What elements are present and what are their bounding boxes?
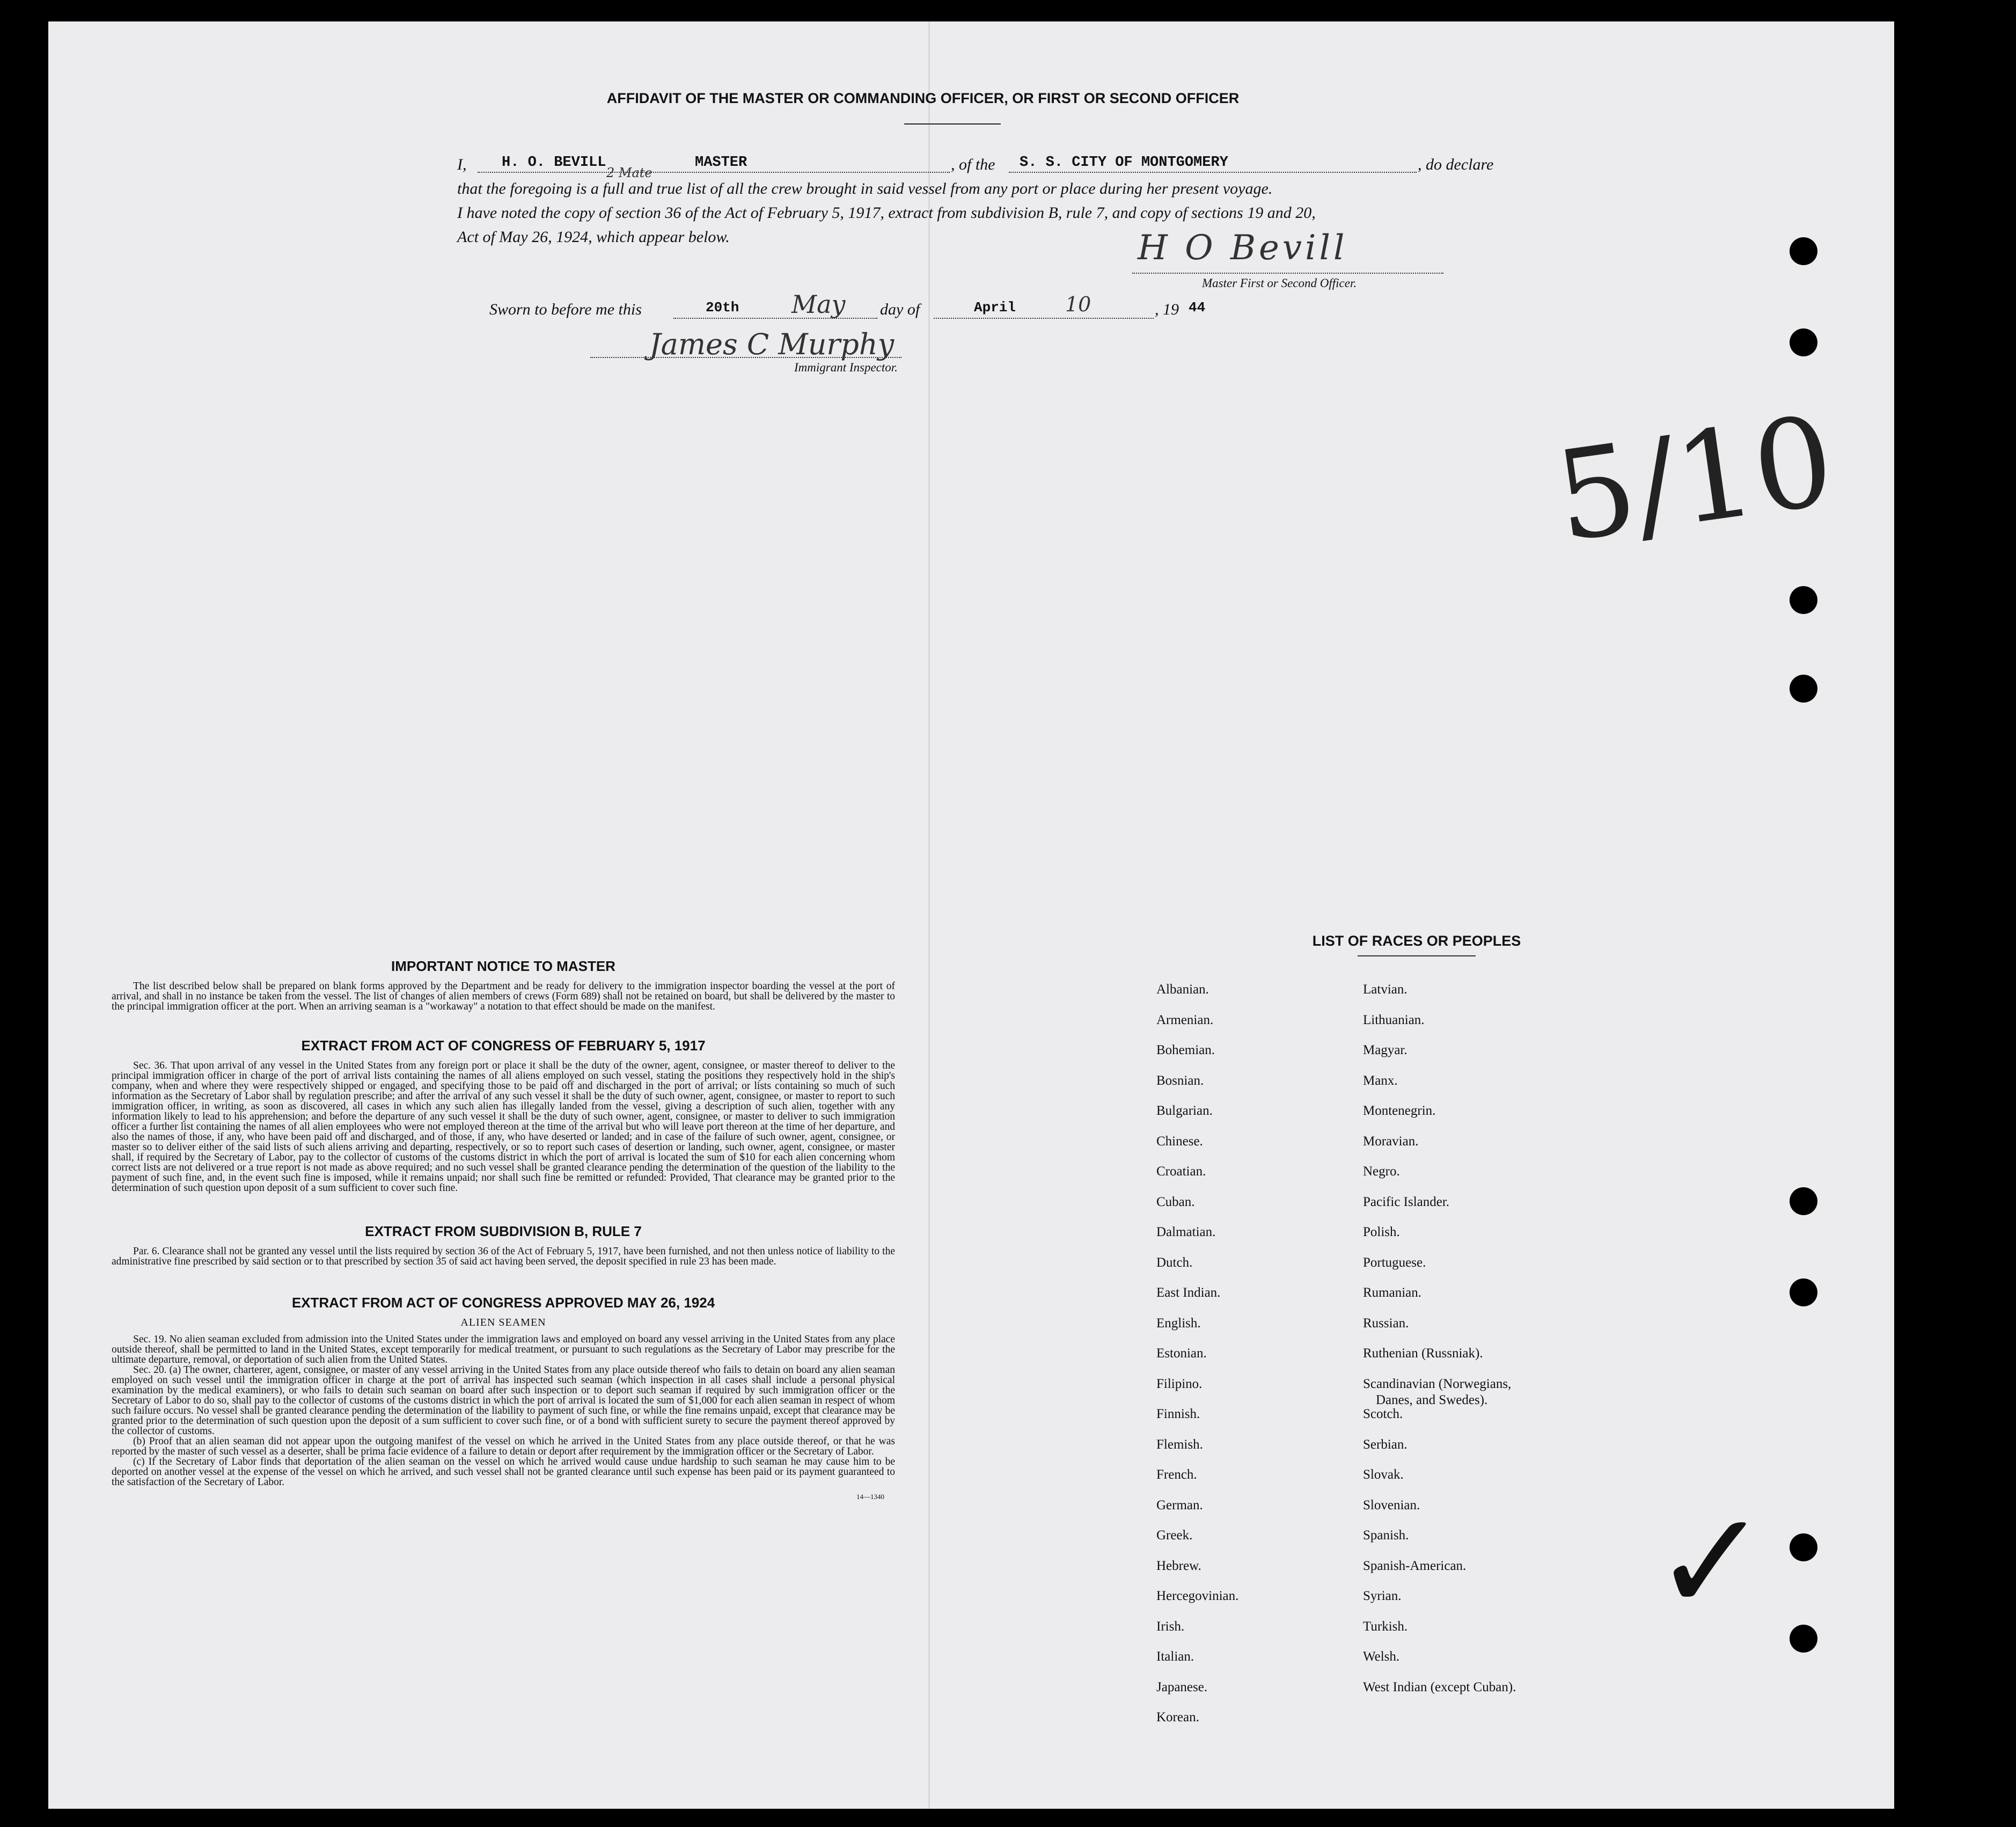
sworn-month: April [974, 299, 1016, 316]
day-of: day of [880, 301, 920, 318]
sworn-day: 20th [706, 299, 739, 316]
race-item: Hebrew. [1156, 1558, 1201, 1573]
race-item: Moravian. [1363, 1134, 1419, 1149]
race-item: Russian. [1363, 1316, 1409, 1331]
race-item: Rumanian. [1363, 1285, 1422, 1300]
sworn-month-hand: 10 [1065, 293, 1091, 316]
sec19-body: Sec. 19. No alien seaman excluded from admission into the United States under the immigration laws and employed on board any vessel arriving in the United States from any place outside thereof, shall be permitted to land in the United States, except temporarily for medical treatment, or pursuant to such regulations as the Secretary of Labor may prescribe for the ultimate departure, removal, or deportation of such alien from the United States. [112, 1334, 895, 1365]
inspector-line [590, 357, 901, 358]
sec20b-body: (b) Proof that an alien seaman did not appear upon the outgoing manifest of the vessel on which he arrived in the United States from any place outside thereof, or that he was reported by the master of such vessel as a deserter, shall be prima facie evidence of a failure to detain or deport after requirement by the immigration officer or the Secretary of Labor. [112, 1436, 895, 1457]
name-line [478, 172, 950, 173]
extract1924-title: EXTRACT FROM ACT OF CONGRESS APPROVED MAY 26, 1924 [291, 1295, 715, 1311]
sec20c-body: (c) If the Secretary of Labor finds that deportation of the alien seaman on the vessel on which he arrived would cause undue hardship to such seaman he may cause him to be deported on another vessel at the expense of the vessel on which he arrived, and such vessel shall not be granted clearance until such expense has been paid or its payment guaranteed to the satisfaction of the Secretary of Labor. [112, 1456, 895, 1488]
race-item: Turkish. [1363, 1619, 1408, 1634]
races-title-underline [1358, 955, 1476, 956]
race-item: Slovenian. [1363, 1497, 1420, 1512]
affidavit-line3: I have noted the copy of section 36 of the Act of February 5, 1917, extract from subdivision B, rule 7, and copy of sections 19 and 20, [457, 204, 1316, 222]
race-item: Polish. [1363, 1225, 1400, 1239]
race-item: Slovak. [1363, 1467, 1404, 1482]
notice-section [112, 958, 895, 1501]
race-item: Armenian. [1156, 1012, 1214, 1027]
race-item: English. [1156, 1316, 1201, 1331]
rank: MASTER [695, 155, 747, 171]
punch-hole [1790, 1625, 1817, 1653]
race-item: Cuban. [1156, 1194, 1195, 1209]
race-item: Pacific Islander. [1363, 1194, 1450, 1209]
race-item: Italian. [1156, 1649, 1194, 1664]
extract1924-subtitle: ALIEN SEAMEN [460, 1317, 546, 1328]
punch-hole [1790, 1187, 1817, 1215]
inspector-signature: James C Murphy [649, 327, 895, 361]
race-item: Filipino. [1156, 1376, 1203, 1391]
punch-hole [1790, 237, 1817, 265]
notice-title: IMPORTANT NOTICE TO MASTER [391, 958, 615, 974]
race-item: Serbian. [1363, 1437, 1407, 1452]
punch-hole [1790, 1278, 1817, 1306]
rule7-body: Par. 6. Clearance shall not be granted any vessel until the lists required by section 36 of the Act of February 5, 1917, have been furnished, and not then unless notice of liability to the administrative fine prescribed by said section or to that prescribed by section 35 of said act having been served, the deposit specified in rule 23 has been made. [112, 1246, 895, 1267]
signature-line [1132, 273, 1443, 274]
rank-hand-annotation: 2 Mate [606, 165, 653, 180]
rule7-title: EXTRACT FROM SUBDIVISION B, RULE 7 [365, 1223, 642, 1239]
race-item: West Indian (except Cuban). [1363, 1679, 1516, 1694]
sworn-day-line [673, 318, 877, 319]
race-item: French. [1156, 1467, 1197, 1482]
race-item: Bulgarian. [1156, 1103, 1213, 1118]
races-title: LIST OF RACES OR PEOPLES [1312, 933, 1521, 949]
race-item: Spanish-American. [1363, 1558, 1467, 1573]
sec20a-body: Sec. 20. (a) The owner, charterer, agent, consignee, or master of any vessel arriving in the United States from any place outside thereof who fails to detain on board any alien seaman employed on such vessel until the immigration officer in charge at the port of arrival has inspected such seaman (which inspection in all cases shall include a personal physical examination by the medical examiners), or who fails to detain such seaman on board after such inspection or to deport such seaman if required by such immigration officer or the Secretary of Labor to do so, shall pay to the collector of customs of the customs district in which the port of arrival is located the sum of $1,000 for each alien seaman in respect of whom such failure occurs. No vessel shall be granted clearance pending the determination of the liability to payment of such fine, or while the fine remains unpaid, except that clearance may be granted prior to the determination of such question upon the deposit of a sum sufficient to cover such fine, or of a bond with sufficient surety to secure the payment thereof approved by the collector of customs. [112, 1364, 895, 1437]
race-item: Greek. [1156, 1528, 1193, 1543]
race-item: Ruthenian (Russniak). [1363, 1346, 1483, 1361]
race-item: Syrian. [1363, 1589, 1402, 1603]
race-item: German. [1156, 1497, 1203, 1512]
master-signature: H O Bevill [1138, 228, 1348, 268]
master-name: H. O. BEVILL [502, 155, 606, 171]
race-item: Estonian. [1156, 1346, 1207, 1361]
do-declare: , do declare [1418, 156, 1494, 173]
form-number: 14—1340 [856, 1493, 884, 1501]
race-item: Scandinavian (Norwegians, [1363, 1376, 1512, 1391]
race-item: Scotch. [1363, 1407, 1403, 1421]
sworn-prefix: Sworn to before me this [489, 301, 642, 318]
race-item: Korean. [1156, 1710, 1199, 1724]
notice-body: The list described below shall be prepared on blank forms approved by the Department and be ready for delivery to the immigration inspector boarding the vessel at the port of arrival, and shall in no instance be taken from the vessel. The list of changes of alien members of crews (Form 689) shall not be retained on board, but shall be delivered by the master to the principal immigration officer at the port. When an arriving seaman is a "workaway" a notation to that effect should be made on the manifest. [112, 981, 895, 1012]
race-item: Danes, and Swedes). [1376, 1392, 1488, 1407]
extract1917-title: EXTRACT FROM ACT OF CONGRESS OF FEBRUARY 5, 1917 [301, 1037, 706, 1054]
punch-hole [1790, 328, 1817, 356]
inspector-caption: Immigrant Inspector. [794, 361, 898, 374]
race-item: Welsh. [1363, 1649, 1400, 1664]
race-item: Japanese. [1156, 1679, 1208, 1694]
race-item: Spanish. [1363, 1528, 1409, 1543]
affidavit-line4: Act of May 26, 1924, which appear below. [457, 228, 730, 246]
race-item: Lithuanian. [1363, 1012, 1425, 1027]
affidavit-line2: that the foregoing is a full and true list of all the crew brought in said vessel from any port or place during her present voyage. [457, 180, 1273, 198]
extract1917-body: Sec. 36. That upon arrival of any vessel in the United States from any foreign port or place it shall be the duty of the owner, agent, consignee, or master thereof to deliver to the principal immigration officer in charge of the port of arrival lists containing the names of all aliens employed on such vessel, stating the positions they respectively hold in the ship's company, when and where they were respectively shipped or engaged, and specifying those to be paid off and discharged in the port of arrival; or lists containing so much of such information as the Secretary of Labor shall by regulation prescribe; and after the arrival of any such vessel it shall be the duty of such owner, agent, consignee, or master to report to such immigration officer, in writing, as soon as discovered, all cases in which any such alien has illegally landed from the vessel, giving a description of such alien, together with any information likely to lead to his apprehension; and before the departure of any such vessel it shall be the duty of such owner, agent, consignee, or master to deliver to such immigration officer a further list containing the names of all alien employees who were not employed thereon at the time of the arrival but who will leave port thereon at the time of her departure, and also the names of those, if any, who have been paid off and discharged, and of those, if any, who have deserted or landed; and in case of the failure of such owner, agent, consignee, or master so to deliver either of the said lists of such aliens arriving and departing, respectively, or so to report such cases of desertion or landing, such owner, agent, consignee, or master shall, if required by the Secretary of Labor, pay to the collector of customs of the customs district in which the port of arrival is located the sum of $10 for each alien concerning whom correct lists are not delivered or a true report is not made as above required; and no such vessel shall be granted clearance pending the determination of the question of the liability to the payment of such fine, and, in the event such fine is imposed, while it remains unpaid; nor shall such fine be remitted or refunded: Provided, That clearance may be granted prior to the determination of such question upon deposit of a sum sufficient to cover such fine. [112, 1060, 895, 1194]
year-suffix: 44 [1189, 299, 1206, 316]
race-item: Croatian. [1156, 1164, 1206, 1179]
of-the: , of the [951, 156, 995, 173]
vessel-name: S. S. CITY OF MONTGOMERY [1020, 155, 1228, 171]
fraction-mark: 5/10 [1547, 389, 1842, 570]
sworn-month-line [934, 318, 1154, 319]
race-item: Irish. [1156, 1619, 1185, 1634]
race-item: Hercegovinian. [1156, 1589, 1239, 1603]
year-prefix: , 19 [1155, 301, 1179, 318]
punch-hole [1790, 1533, 1817, 1561]
race-item: East Indian. [1156, 1285, 1221, 1300]
affidavit-title: AFFIDAVIT OF THE MASTER OR COMMANDING OFFICER, OR FIRST OR SECOND OFFICER [606, 90, 1240, 106]
punch-hole [1790, 586, 1817, 614]
check-mark: ✓ [1653, 1481, 1770, 1643]
title-underline [904, 123, 1001, 125]
race-item: Manx. [1363, 1073, 1398, 1088]
race-item: Flemish. [1156, 1437, 1203, 1452]
race-item: Albanian. [1156, 982, 1209, 997]
race-item: Dutch. [1156, 1255, 1193, 1270]
race-item: Chinese. [1156, 1134, 1203, 1149]
race-item: Bosnian. [1156, 1073, 1204, 1088]
form-page [48, 21, 1894, 1809]
race-item: Finnish. [1156, 1407, 1200, 1421]
i-prefix: I, [457, 156, 467, 173]
race-item: Montenegrin. [1363, 1103, 1436, 1118]
race-item: Magyar. [1363, 1043, 1407, 1057]
signature-caption: Master First or Second Officer. [1202, 276, 1357, 290]
race-item: Dalmatian. [1156, 1225, 1216, 1239]
race-item: Portuguese. [1363, 1255, 1426, 1270]
sworn-day-hand: May [791, 290, 846, 319]
punch-hole [1790, 675, 1817, 703]
race-item: Latvian. [1363, 982, 1407, 997]
race-item: Bohemian. [1156, 1043, 1215, 1057]
vessel-line [1009, 172, 1417, 173]
race-item: Negro. [1363, 1164, 1400, 1179]
center-fold [928, 21, 930, 1809]
